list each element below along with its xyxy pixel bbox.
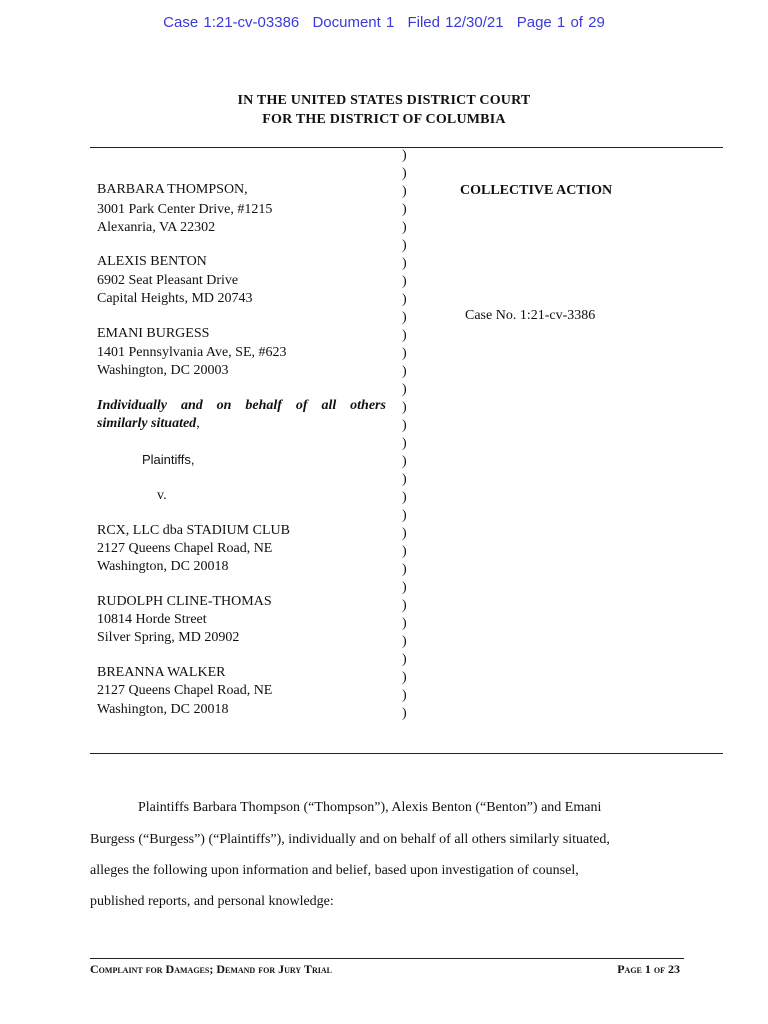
party-address: 1401 Pennsylvania Ave, SE, #623 <box>97 345 287 360</box>
caption-parenthesis: ) <box>402 616 407 631</box>
footer-rule <box>90 958 684 959</box>
caption-parenthesis: ) <box>402 454 407 469</box>
caption-parenthesis: ) <box>402 238 407 253</box>
caption-parenthesis: ) <box>402 562 407 577</box>
party-address: Washington, DC 20018 <box>97 559 229 574</box>
party-address: Silver Spring, MD 20902 <box>97 630 240 645</box>
caption-parenthesis: ) <box>402 706 407 721</box>
party-address: Alexanria, VA 22302 <box>97 220 216 235</box>
caption-parenthesis: ) <box>402 436 407 451</box>
party-name: BREANNA WALKER <box>97 665 226 680</box>
body-line: Plaintiffs Barbara Thompson (“Thompson”), Alexis Benton (“Benton”) and Emani <box>138 800 602 815</box>
caption-parenthesis: ) <box>402 598 407 613</box>
caption-parenthesis: ) <box>402 472 407 487</box>
court-name: IN THE UNITED STATES DISTRICT COURT <box>237 93 531 108</box>
caption-parenthesis: ) <box>402 634 407 649</box>
caption-parenthesis: ) <box>402 508 407 523</box>
court-district: FOR THE DISTRICT OF COLUMBIA <box>262 112 506 127</box>
stamp-page: Page 1 of 29 <box>516 14 605 31</box>
case-number: Case No. 1:21-cv-3386 <box>465 308 596 323</box>
caption-parenthesis: ) <box>402 310 407 325</box>
party-address: Capital Heights, MD 20743 <box>97 291 253 306</box>
caption-parenthesis: ) <box>402 688 407 703</box>
behalf-statement-cont <box>97 416 200 432</box>
caption-parenthesis: ) <box>402 382 407 397</box>
stamp-filed: Filed 12/30/21 <box>407 14 504 31</box>
behalf-word: Individually <box>97 398 168 413</box>
behalf-word: and <box>180 398 203 413</box>
party-address: 6902 Seat Pleasant Drive <box>97 273 239 288</box>
stamp-document: Document 1 <box>312 14 395 31</box>
party-name: EMANI BURGESS <box>97 326 210 341</box>
party-name: RCX, LLC dba STADIUM CLUB <box>97 523 290 538</box>
party-address: 10814 Horde Street <box>97 612 207 627</box>
caption-parenthesis: ) <box>402 670 407 685</box>
collective-action-label: COLLECTIVE ACTION <box>460 183 613 198</box>
caption-parenthesis: ) <box>402 184 407 199</box>
caption-parenthesis: ) <box>402 400 407 415</box>
caption-parenthesis: ) <box>402 274 407 289</box>
footer-page-number: Page 1 of 23 <box>617 962 680 976</box>
body-line: Burgess (“Burgess”) (“Plaintiffs”), individually and on behalf of all others similarly situated, <box>90 832 610 847</box>
party-address: Washington, DC 20003 <box>97 363 229 378</box>
plaintiffs-label: Plaintiffs, <box>142 452 195 467</box>
caption-parenthesis: ) <box>402 148 407 163</box>
caption-parenthesis: ) <box>402 526 407 541</box>
caption-parenthesis: ) <box>402 544 407 559</box>
caption-parenthesis: ) <box>402 202 407 217</box>
party-name: RUDOLPH CLINE-THOMAS <box>97 594 272 609</box>
behalf-word: others <box>350 398 386 413</box>
party-name: BARBARA THOMPSON, <box>97 182 248 197</box>
behalf-statement <box>97 398 386 414</box>
ecf-header-stamp <box>0 14 768 31</box>
party-address: 3001 Park Center Drive, #1215 <box>97 202 273 217</box>
caption-parenthesis: ) <box>402 328 407 343</box>
caption-parenthesis: ) <box>402 580 407 595</box>
caption-parenthesis: ) <box>402 166 407 181</box>
behalf-word: all <box>321 398 337 413</box>
behalf-line2: similarly situated <box>97 416 197 431</box>
caption-parenthesis: ) <box>402 292 407 307</box>
caption-parenthesis: ) <box>402 418 407 433</box>
caption-parenthesis: ) <box>402 256 407 271</box>
caption-parenthesis-column <box>402 147 407 723</box>
party-address: Washington, DC 20018 <box>97 702 229 717</box>
party-address: 2127 Queens Chapel Road, NE <box>97 683 273 698</box>
caption-parenthesis: ) <box>402 220 407 235</box>
behalf-comma: , <box>196 416 200 431</box>
caption-parenthesis: ) <box>402 490 407 505</box>
stamp-case: Case 1:21-cv-03386 <box>163 14 300 31</box>
caption-parenthesis: ) <box>402 652 407 667</box>
party-name: ALEXIS BENTON <box>97 254 207 269</box>
body-line: alleges the following upon information and belief, based upon investigation of counsel, <box>90 863 579 878</box>
caption-parenthesis: ) <box>402 364 407 379</box>
caption-bottom-rule <box>90 753 723 754</box>
caption-parenthesis: ) <box>402 346 407 361</box>
behalf-word: on <box>216 398 232 413</box>
body-line: published reports, and personal knowledge: <box>90 894 334 909</box>
behalf-word: of <box>295 398 308 413</box>
party-address: 2127 Queens Chapel Road, NE <box>97 541 273 556</box>
versus-label: v. <box>157 488 167 503</box>
footer-title: Complaint for Damages; Demand for Jury Trial <box>90 962 332 976</box>
behalf-word: behalf <box>245 398 282 413</box>
